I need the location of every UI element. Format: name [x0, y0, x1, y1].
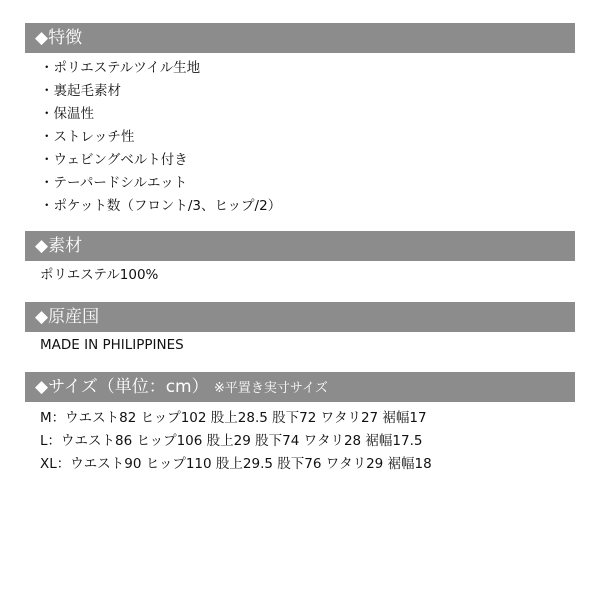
size-row: M：ウエスト82 ヒップ102 股上28.5 股下72 ワタリ27 裾幅17 [40, 410, 427, 426]
feature-item: ・ポケット数（フロント/3、ヒップ/2） [40, 198, 282, 214]
size-row: L：ウエスト86 ヒップ106 股上29 股下74 ワタリ28 裾幅17.5 [40, 433, 423, 449]
origin-header [25, 302, 575, 332]
feature-item: ・保温性 [40, 106, 94, 122]
origin-header-label: ◆原産国 [35, 307, 100, 327]
origin-value: MADE IN PHILIPPINES [40, 337, 184, 353]
material-value: ポリエステル100% [40, 267, 159, 283]
features-header [25, 23, 575, 53]
material-header-label: ◆素材 [35, 236, 83, 256]
feature-item: ・ウェビングベルト付き [40, 152, 188, 168]
feature-item: ・ポリエステルツイル生地 [40, 60, 201, 76]
size-header-label: ◆サイズ（単位：cm） [35, 377, 209, 397]
feature-item: ・ストレッチ性 [40, 129, 135, 145]
material-header [25, 231, 575, 261]
size-header [25, 372, 575, 402]
size-row: XL：ウエスト90 ヒップ110 股上29.5 股下76 ワタリ29 裾幅18 [40, 456, 432, 472]
size-header-note: ※平置き実寸サイズ [214, 381, 328, 396]
feature-item: ・テーパードシルエット [40, 175, 188, 191]
features-header-label: ◆特徴 [35, 28, 83, 48]
feature-item: ・裏起毛素材 [40, 83, 121, 99]
